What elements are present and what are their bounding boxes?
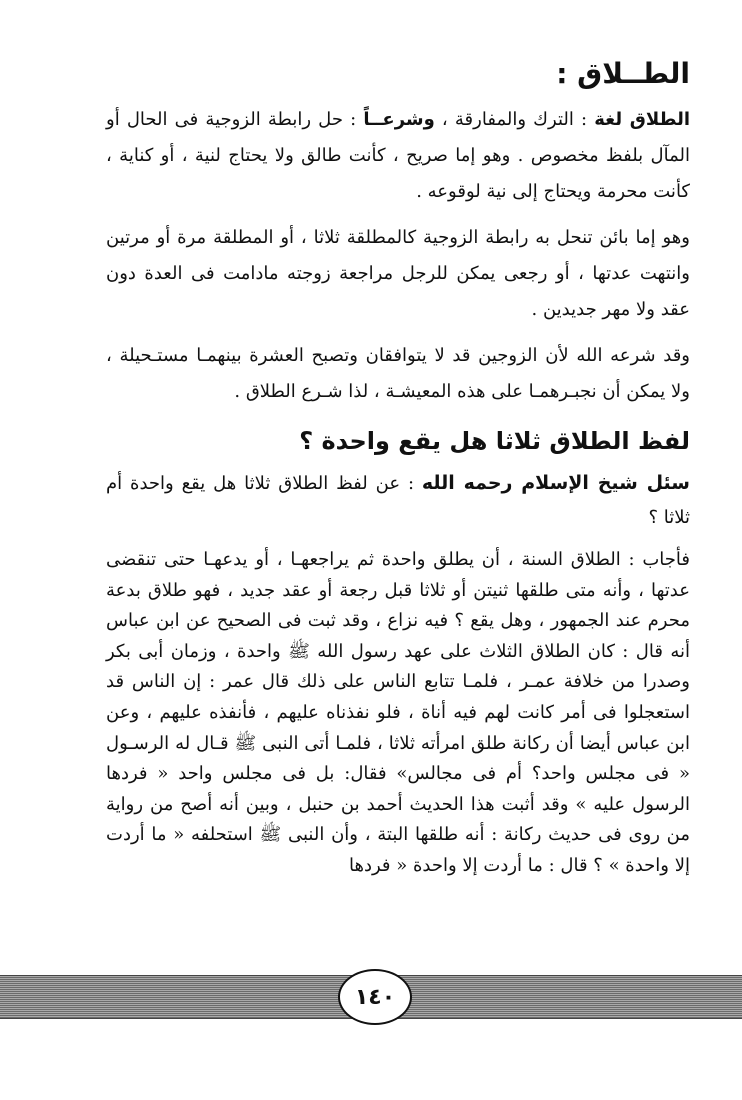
page-number: ١٤٠ [338,969,412,1025]
types-paragraph: وهو إما بائن تنحل به رابطة الزوجية كالمطلقة ثلاثا ، أو المطلقة مرة أو مرتين وانتهت عدتها ، أو رجعى يمكن للرجل مراجعة زوجته مادامت فى العدة دون عقد ولا مهر جديدين . [106,227,690,320]
page-title: الطــلاق : [556,57,690,90]
definition-text-1: : الترك والمفارقة ، [434,109,595,130]
question-text: : عن لفظ الطلاق ثلاثا هل يقع واحدة أم ثلاثا ؟ [106,473,690,528]
legislation-paragraph: وقد شرعه الله لأن الزوجين قد لا يتوافقان وتصبح العشرة بينهمـا مستـحيلة ، ولا يمكن أن نجبـرهمـا على هذه المعيشـة ، لذا شـرع الطلاق . [106,345,690,402]
term-linguistic: الطلاق لغة [594,109,691,130]
definition-paragraph [106,102,690,210]
term-legal: وشرعــاً [363,109,435,130]
question-paragraph [106,466,690,535]
definition-text-2: : حل رابطة الزوجية فى الحال أو المآل بلفظ مخصوص . وهو إما صريح ، كأنت طالق ولا يحتاج لنية ، أو كناية ، كأنت محرمة ويحتاج إلى نية لوقوعه . [106,109,690,202]
answer-paragraph: فأجاب : الطلاق السنة ، أن يطلق واحدة ثم يراجعهـا ، أو يدعهـا حتى تنقضى عدتها ، وأنه متى طلقها ثنيتن أو ثلاثا قبل رجعة أو عقد جديد ، فهو طلاق بدعة محرم عند الجمهور ، وهل يقع ؟ فيه نزاع ، وقد ثبت فى الصحيح عن ابن عباس أنه قال : كان الطلاق الثلاث على عهد رسول الله ﷺ واحدة ، وزمان أبى بكر وصدرا من خلافة عمـر ، فلمـا تتابع الناس على ذلك قال عمر : إن الناس قد استعجلوا فى أمر كانت لهم فيه أناة ، فلو نفذناه عليهم ، فأنفذه عليهم ، وعن ابن عباس أيضا أن ركانة طلق امرأته ثلاثا ، فلمـا أتى النبى ﷺ قـال له الرسـول « فى مجلس واحد؟ أم فى مجالس» فقال: بل فى مجلس واحد « فردها الرسول عليه » وقد أثبت هذا الحديث أحمد بن حنبل ، وبين أنه أصح من رواية من روى فى حديث ركانة : أنه طلقها البتة ، وأن النبى ﷺ استحلفه « ما أردت إلا واحدة » ؟ قال : ما أردت إلا واحدة « فردها [106,549,690,876]
section-heading: لفظ الطلاق ثلاثا هل يقع واحدة ؟ [299,427,690,455]
page-content [106,52,690,882]
question-asker: سئل شيخ الإسلام رحمه الله [421,472,690,494]
